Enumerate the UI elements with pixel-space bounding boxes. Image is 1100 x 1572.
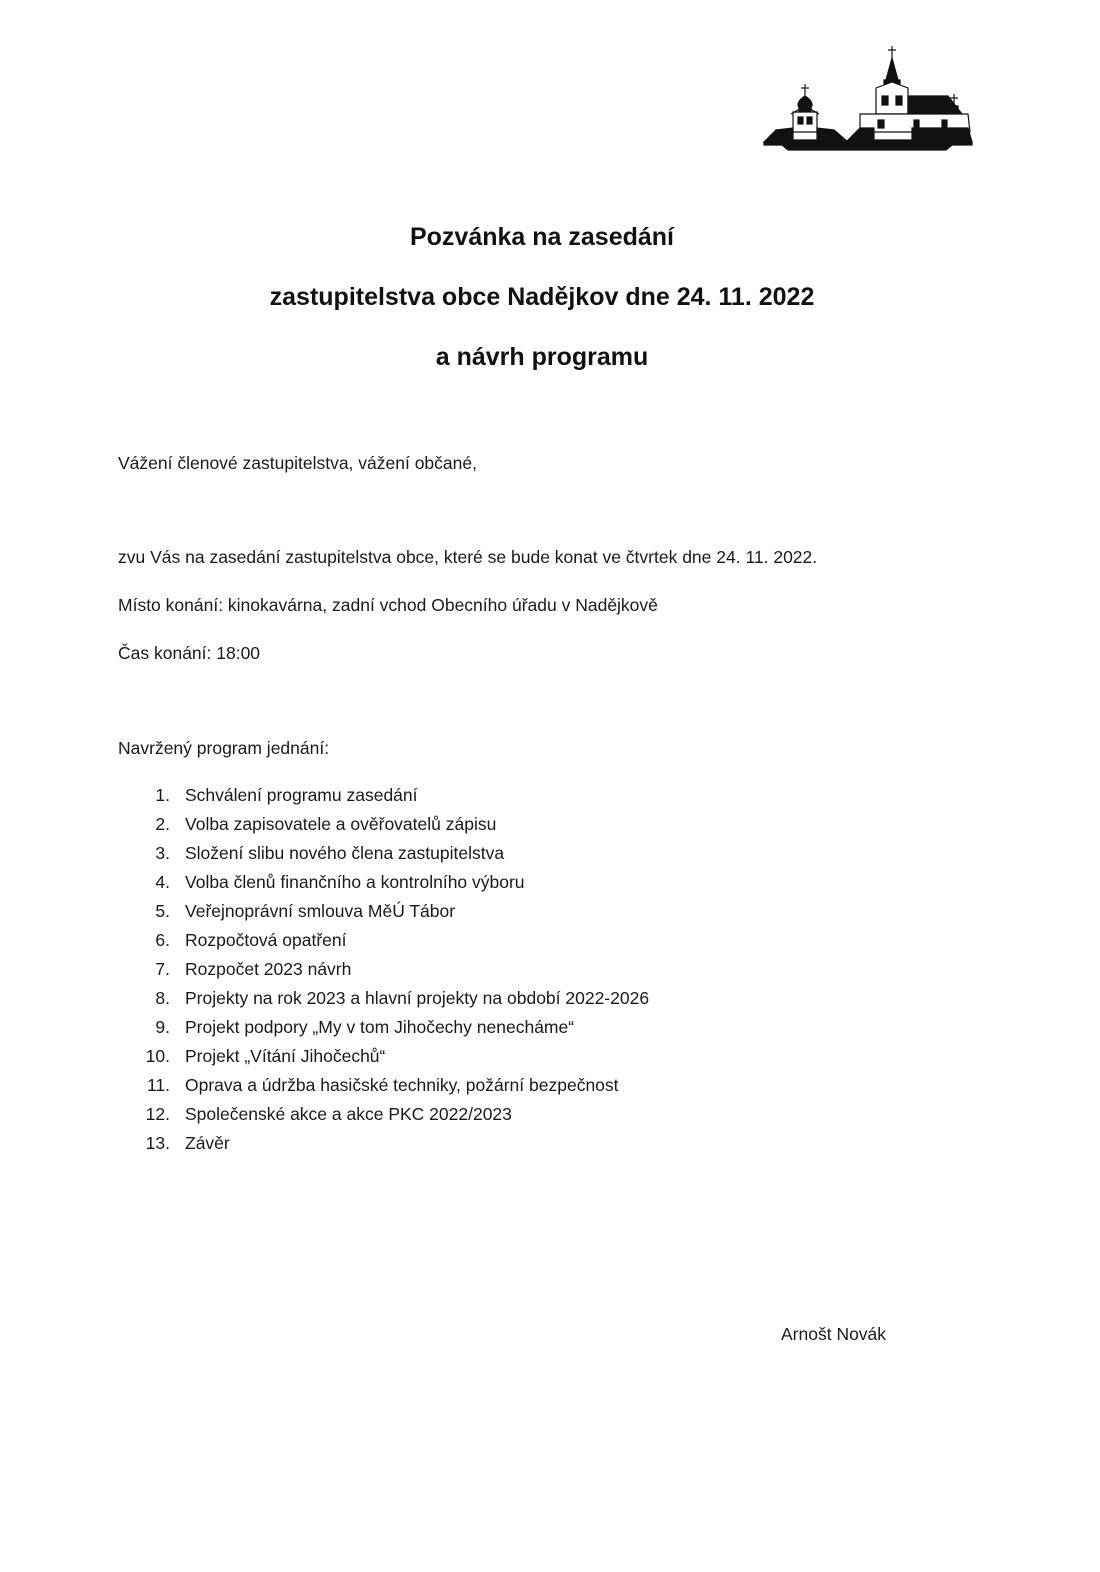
program-item-text: Projekt „Vítání Jihočechů“	[185, 1046, 386, 1066]
title-line-1: Pozvánka na zasedání	[409, 223, 674, 251]
program-item-number: 9.	[155, 1017, 170, 1037]
program-item-text: Volba zapisovatele a ověřovatelů zápisu	[185, 814, 497, 834]
greeting-text: Vážení členové zastupitelstva, vážení občané,	[118, 453, 477, 473]
program-item-text: Oprava a údržba hasičské techniky, požární bezpečnost	[185, 1075, 619, 1095]
program-item-text: Veřejnoprávní smlouva MěÚ Tábor	[185, 901, 456, 921]
program-item-text: Závěr	[185, 1133, 230, 1153]
program-item-number: 4.	[155, 872, 170, 892]
meeting-time-text: Čas konání: 18:00	[118, 643, 261, 663]
program-item-number: 2.	[155, 814, 170, 834]
invitation-text: zvu Vás na zasedání zastupitelstva obce, které se bude konat ve čtvrtek dne 24. 11. 2022.	[118, 547, 818, 567]
program-heading: Navržený program jednání:	[118, 738, 330, 758]
program-item-text: Rozpočtová opatření	[185, 930, 347, 950]
document-title	[0, 222, 1084, 402]
program-item-number: 11.	[146, 1075, 170, 1095]
program-item-number: 13.	[145, 1133, 170, 1153]
program-item-text: Společenské akce a akce PKC 2022/2023	[185, 1104, 512, 1124]
program-item-number: 12.	[145, 1104, 170, 1124]
title-line-2: zastupitelstva obce Nadějkov dne 24. 11. 2022	[269, 283, 815, 311]
program-item-number: 3.	[155, 843, 170, 863]
program-item-text: Složení slibu nového člena zastupitelstva	[185, 843, 505, 863]
program-item-text: Projekt podpory „My v tom Jihočechy nenecháme“	[185, 1017, 575, 1037]
program-item-number: 5.	[155, 901, 170, 921]
program-item-number: 10.	[145, 1046, 170, 1066]
meeting-place-text: Místo konání: kinokavárna, zadní vchod Obecního úřadu v Nadějkově	[118, 595, 658, 615]
village-church-silhouette-icon	[762, 44, 974, 156]
program-item-text: Projekty na rok 2023 a hlavní projekty na období 2022-2026	[185, 988, 650, 1008]
signature-name: Arnošt Novák	[781, 1324, 887, 1344]
program-item-text: Schválení programu zasedání	[185, 785, 418, 805]
program-item-number: 1.	[155, 785, 170, 805]
program-item-number: 6.	[155, 930, 170, 950]
program-item-number: 7.	[155, 959, 170, 979]
program-item-text: Rozpočet 2023 návrh	[185, 959, 352, 979]
program-item-text: Volba členů finančního a kontrolního výboru	[185, 872, 525, 892]
program-item-number: 8.	[155, 988, 170, 1008]
title-line-3: a návrh programu	[435, 343, 649, 371]
